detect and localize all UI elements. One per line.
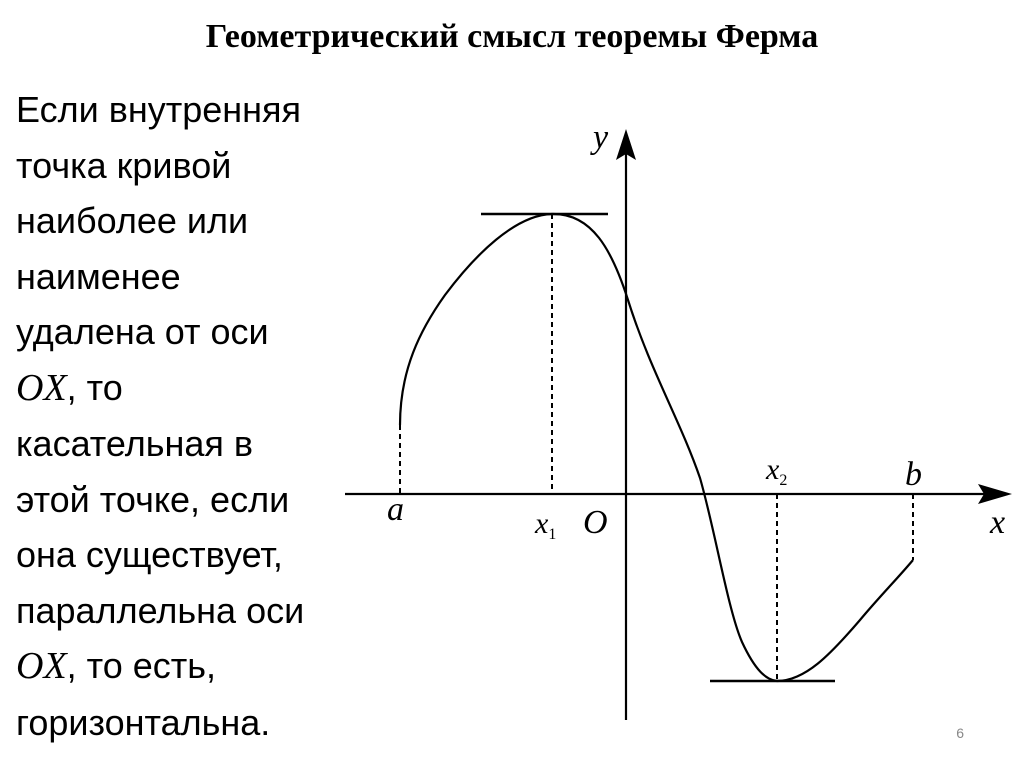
x2-label: x2: [766, 453, 788, 489]
point-b-label: b: [905, 456, 922, 493]
text-fragment: точка кривой: [16, 144, 232, 186]
text-fragment: , то есть,: [66, 645, 217, 686]
text-fragment: она существует,: [16, 534, 283, 575]
point-a-label: a: [387, 491, 404, 528]
text-fragment: Если внутренняя: [16, 89, 302, 130]
slide-title: Геометрический смысл теоремы Ферма: [205, 18, 819, 55]
x1-label: x1: [535, 507, 557, 543]
text-fragment: наименее: [16, 255, 181, 297]
axis-name: OX: [16, 645, 67, 687]
y-axis-label: y: [593, 119, 609, 156]
text-fragment: удалена от оси: [16, 311, 269, 352]
origin-label: O: [583, 504, 608, 541]
text-fragment: , то: [66, 366, 123, 408]
function-curve: [400, 214, 913, 681]
text-fragment: параллельна оси: [16, 589, 305, 631]
text-fragment: касательная в: [16, 423, 253, 464]
text-fragment: наиболее или: [16, 200, 249, 241]
page-number: 6: [956, 725, 964, 741]
x-axis-label: x: [990, 504, 1006, 541]
text-fragment: этой точке, если: [16, 478, 290, 520]
text-fragment: горизонтальна.: [16, 701, 271, 743]
axis-name: OX: [16, 366, 67, 409]
